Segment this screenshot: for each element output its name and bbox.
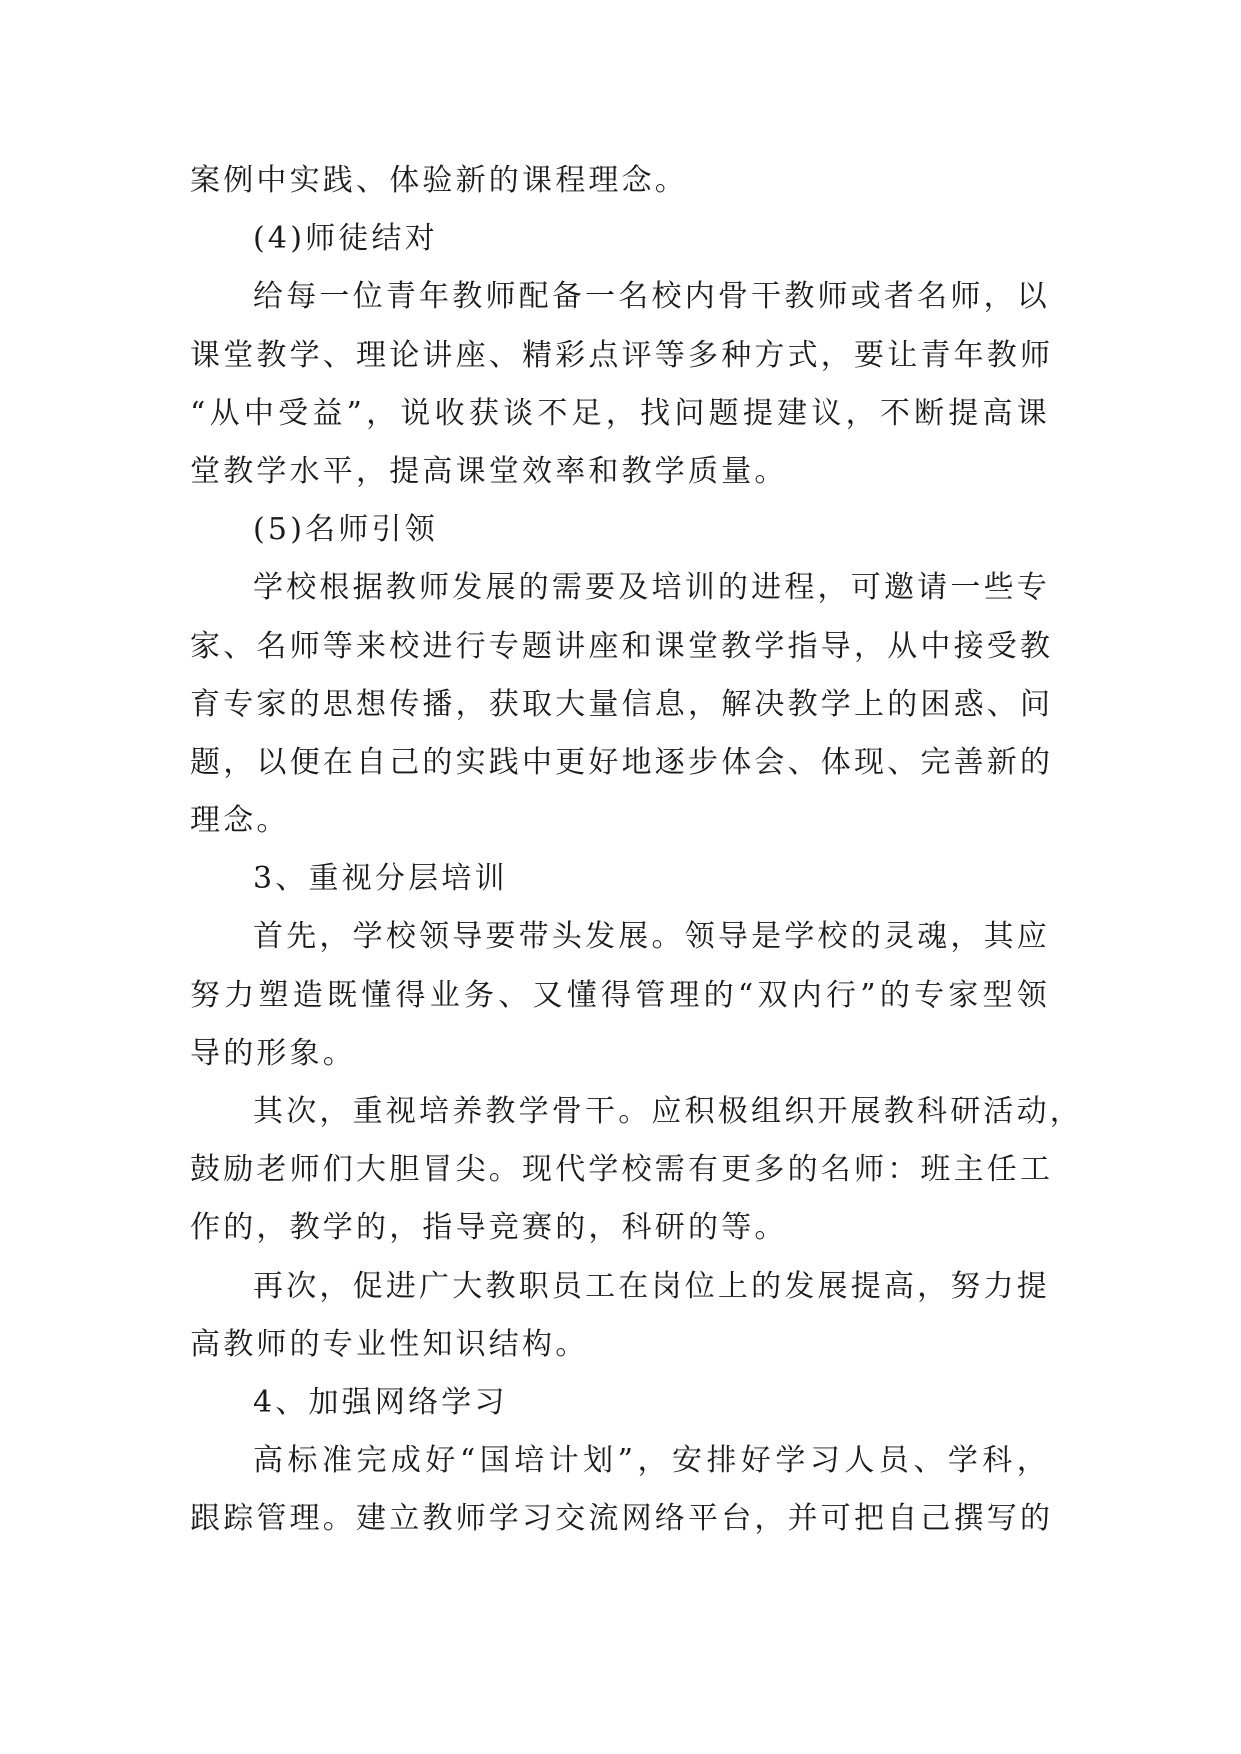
document-body bbox=[190, 152, 1083, 1549]
text-line: (5)名师引领 bbox=[253, 512, 438, 548]
text-line: (4)师徒结对 bbox=[253, 221, 438, 257]
text-line: 题，以便在自己的实践中更好地逐步体会、体现、完善新的 bbox=[190, 744, 1054, 780]
text-line: 堂教学水平，提高课堂效率和教学质量。 bbox=[190, 453, 788, 489]
text-line: 课堂教学、理论讲座、精彩点评等多种方式，要让青年教师 bbox=[190, 337, 1054, 373]
text-line: 3、重视分层培训 bbox=[253, 861, 508, 897]
text-line: “从中受益”，说收获谈不足，找问题提建议，不断提高课 bbox=[190, 395, 1050, 431]
text-line: 高标准完成好“国培计划”，安排好学习人员、学科， bbox=[253, 1443, 1050, 1479]
text-line: 跟踪管理。建立教师学习交流网络平台，并可把自己撰写的 bbox=[190, 1501, 1054, 1537]
text-line: 鼓励老师们大胆冒尖。现代学校需有更多的名师：班主任工 bbox=[190, 1152, 1054, 1188]
text-line: 案例中实践、体验新的课程理念。 bbox=[190, 163, 688, 198]
text-line: 首先，学校领导要带头发展。领导是学校的灵魂，其应 bbox=[253, 919, 1050, 955]
text-line: 努力塑造既懂得业务、又懂得管理的“双内行”的专家型领 bbox=[190, 977, 1050, 1013]
text-line: 高教师的专业性知识结构。 bbox=[190, 1326, 589, 1362]
text-line: 再次，促进广大教职员工在岗位上的发展提高，努力提 bbox=[253, 1268, 1050, 1304]
text-line: 育专家的思想传播，获取大量信息，解决教学上的困惑、问 bbox=[190, 686, 1054, 722]
text-line: 理念。 bbox=[190, 803, 290, 839]
text-line: 给每一位青年教师配备一名校内骨干教师或者名师，以 bbox=[253, 279, 1050, 315]
text-line: 学校根据教师发展的需要及培训的进程，可邀请一些专 bbox=[253, 570, 1050, 606]
text-line: 导的形象。 bbox=[190, 1035, 356, 1071]
text-line: 其次，重视培养教学骨干。应积极组织开展教科研活动， bbox=[253, 1094, 1083, 1129]
text-line: 家、名师等来校进行专题讲座和课堂教学指导，从中接受教 bbox=[190, 628, 1054, 664]
text-line: 4、加强网络学习 bbox=[253, 1384, 508, 1420]
text-line: 作的，教学的，指导竞赛的，科研的等。 bbox=[190, 1210, 788, 1246]
